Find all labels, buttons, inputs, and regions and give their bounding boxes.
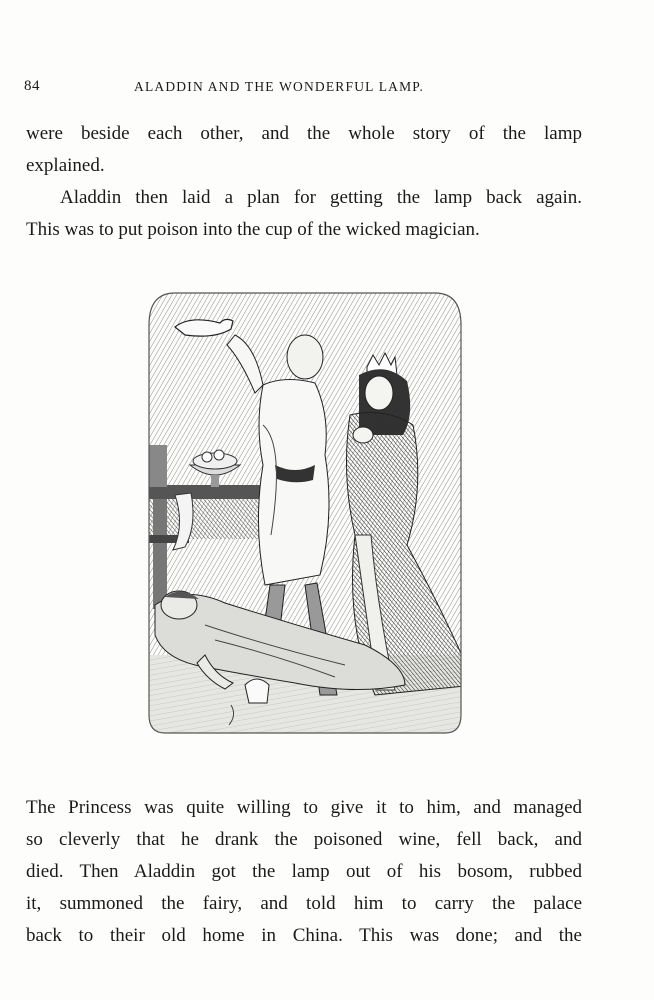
paragraph-resolution <box>26 792 582 952</box>
text-line: The Princess was quite willing to give it to him, and managed <box>26 797 582 818</box>
page-header <box>24 78 584 100</box>
text-line: Aladdin then laid a plan for getting the lamp back again. <box>60 187 582 208</box>
page-number: 84 <box>24 78 40 94</box>
text-line: were beside each other, and the whole story of the lamp <box>26 123 582 144</box>
engraving-illustration <box>145 285 467 745</box>
text-line: explained. <box>26 155 105 176</box>
paragraph-continuation <box>26 118 582 182</box>
text-line: it, summoned the fairy, and told him to carry the palace <box>26 893 582 914</box>
text-line: so cleverly that he drank the poisoned wine, fell back, and <box>26 829 582 850</box>
paragraph-plan <box>26 182 582 246</box>
text-line: died. Then Aladdin got the lamp out of his bosom, rubbed <box>26 861 582 882</box>
running-title: ALADDIN AND THE WONDERFUL LAMP. <box>134 79 425 94</box>
text-line: This was to put poison into the cup of the wicked magician. <box>26 219 480 240</box>
text-line: back to their old home in China. This was done; and the <box>26 925 582 946</box>
